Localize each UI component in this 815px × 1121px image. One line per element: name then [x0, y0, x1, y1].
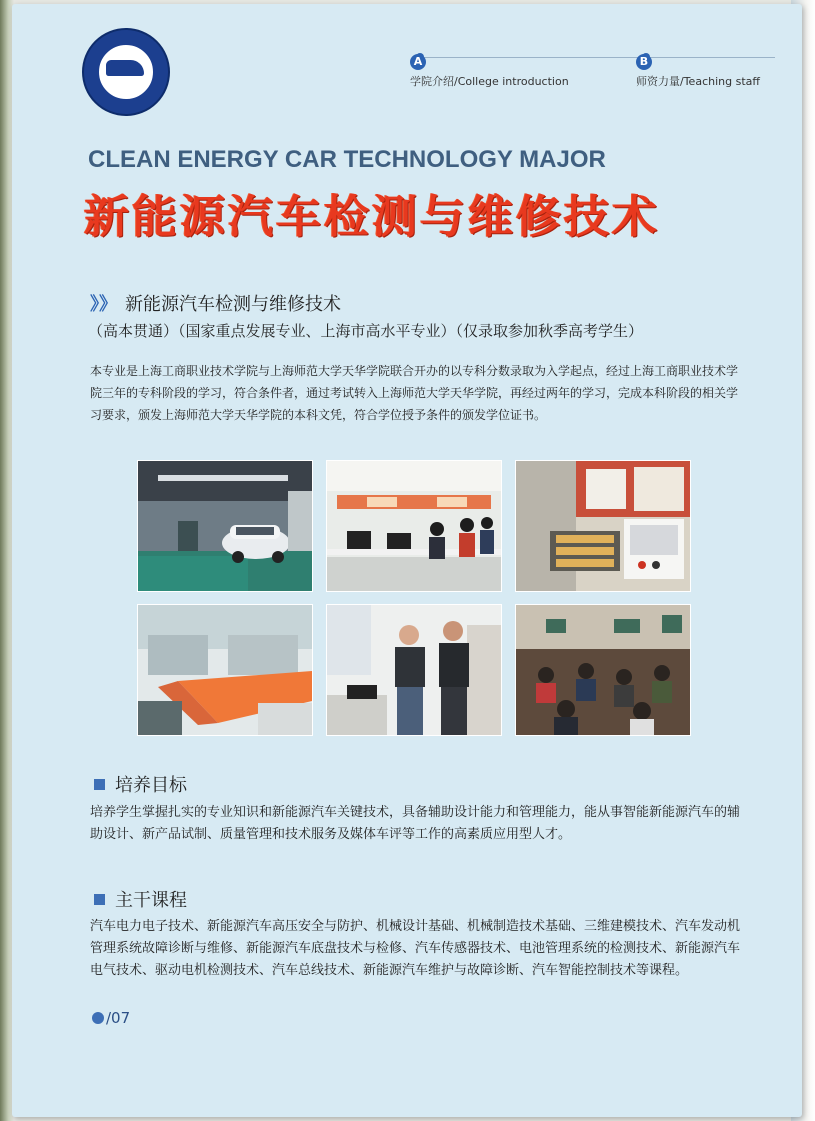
program-title-text: 新能源汽车检测与维修技术	[125, 294, 341, 315]
photo-computer-lab	[326, 460, 502, 592]
square-bullet-icon	[94, 779, 105, 790]
english-title: CLEAN ENERGY CAR TECHNOLOGY MAJOR	[88, 146, 606, 173]
nav-badge-a: A	[410, 54, 426, 70]
photo-lab-tables	[137, 604, 313, 736]
program-title	[90, 290, 341, 316]
page-number	[92, 1009, 130, 1027]
section-heading-goals	[94, 771, 187, 797]
nav-label-college-intro: 学院介绍/College introduction	[410, 75, 569, 88]
section-body-courses: 汽车电力电子技术、新能源汽车高压安全与防护、机械设计基础、机械制造技术基础、三维建模技术、汽车发动机管理系统故障诊断与维修、新能源汽车底盘技术与检修、汽车传感器技术、电池管理系统的检测技术、新能源汽车电气技术、驱动电机检测技术、汽车总线技术、新能源汽车维护与故障诊断、汽车智能控制技术等课程。	[90, 919, 741, 978]
page-number-text: /07	[106, 1009, 131, 1027]
nav-label-teaching-staff: 师资力量/Teaching staff	[636, 75, 760, 88]
chinese-title: 新能源汽车检测与维修技术	[84, 190, 661, 243]
section-body-goals: 培养学生掌握扎实的专业知识和新能源汽车关键技术，具备辅助设计能力和管理能力，能从事智能新能源汽车的辅助设计、新产品试制、质量管理和技术服务及媒体车评等工作的高素质应用型人才。	[90, 805, 741, 842]
photo-classroom	[515, 604, 691, 736]
nav-item-college-intro[interactable]	[410, 50, 569, 89]
section-heading-goals-text: 培养目标	[115, 775, 187, 796]
program-intro: 本专业是上海工商职业技术学院与上海师范大学天华学院联合开办的以专科分数录取为入学起点，经过上海工商职业技术学院三年的专科阶段的学习，符合条件者，通过考试转入上海师范大学天华学院，再经过两年的学习，完成本科阶段的相关学习要求，颁发上海师范大学天华学院的本科文凭，符合学位授予条件的颁发学位证书。	[90, 364, 739, 422]
college-logo	[82, 28, 170, 116]
photo-showroom-car	[137, 460, 313, 592]
photo-instructors	[326, 604, 502, 736]
square-bullet-icon	[94, 894, 105, 905]
section-heading-courses-text: 主干课程	[115, 890, 187, 911]
nav-item-teaching-staff[interactable]	[636, 50, 760, 89]
page-dot-icon	[92, 1012, 104, 1024]
program-note: （高本贯通）（国家重点发展专业、上海市高水平专业）（仅录取参加秋季高考学生）	[88, 322, 644, 340]
nav-badge-b: B	[636, 54, 652, 70]
logo-car-gear-icon	[106, 60, 144, 76]
chevron-double-icon: 》》	[90, 294, 117, 315]
section-heading-courses	[94, 886, 187, 912]
photo-training-bench	[515, 460, 691, 592]
